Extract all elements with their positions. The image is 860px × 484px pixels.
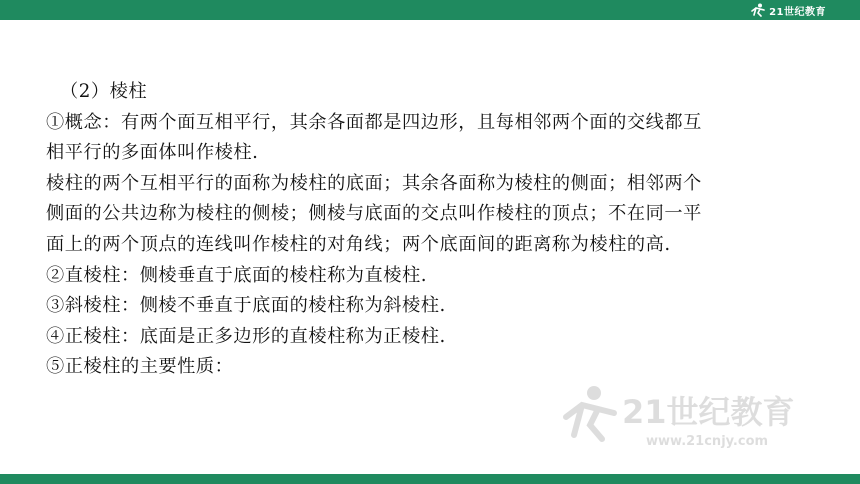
section-heading: （2）棱柱 — [60, 81, 148, 102]
runner-icon — [750, 3, 766, 17]
header-bar — [0, 0, 860, 20]
footer-bar — [0, 474, 860, 484]
watermark-url: www.21cnjy.com — [646, 434, 769, 449]
text-line: ⑤正棱柱的主要性质： — [46, 356, 234, 378]
text-line: ①概念：有两个面互相平行，其余各面都是四边形，且每相邻两个面的交线都互 — [46, 111, 702, 133]
text-line: 侧面的公共边称为棱柱的侧棱；侧棱与底面的交点叫作棱柱的顶点；不在同一平 — [46, 203, 702, 225]
watermark-text: 21世纪教育 — [622, 393, 795, 431]
text-line: ④正棱柱：底面是正多边形的直棱柱称为正棱柱. — [46, 325, 446, 347]
text-line: ②直棱柱：侧棱垂直于底面的棱柱称为直棱柱. — [46, 264, 428, 286]
text-line: 相平行的多面体叫作棱柱. — [46, 142, 259, 164]
logo-text: 21世纪教育 — [769, 6, 826, 18]
document-body — [46, 77, 826, 383]
watermark-logo — [556, 383, 836, 451]
text-line: 面上的两个顶点的连线叫作棱柱的对角线；两个底面间的距离称为棱柱的高. — [46, 233, 671, 255]
brand-logo — [750, 3, 826, 17]
text-line: ③斜棱柱：侧棱不垂直于底面的棱柱称为斜棱柱. — [46, 295, 446, 317]
text-line: 棱柱的两个互相平行的面称为棱柱的底面；其余各面称为棱柱的侧面；相邻两个 — [46, 172, 702, 194]
